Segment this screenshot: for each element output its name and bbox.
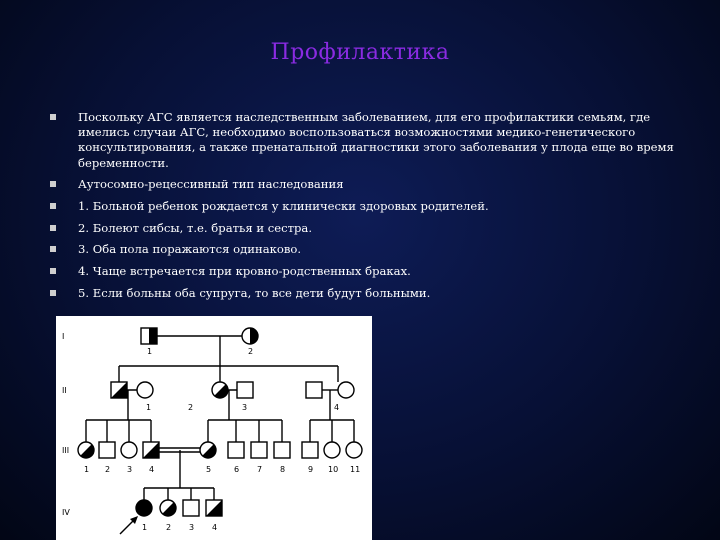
bullet-text: 3. Оба пола поражаются одинаково. [78,242,302,257]
individual-I-1 [141,328,157,344]
individual-II-6 [338,382,354,398]
individual-III-3 [121,442,137,458]
bullet-item [50,286,690,301]
individual-I-2 [242,328,258,344]
individual-III-5 [200,442,216,458]
individual-IV-4 [206,500,222,516]
bullet-text: 5. Если больны оба супруга, то все дети будут больными. [78,285,431,300]
individual-number: 3 [189,523,195,532]
individual-number: 2 [248,347,254,356]
individual-number: 2 [105,465,111,474]
bullet-item [50,177,690,192]
individual-number: 8 [280,465,286,474]
bullet-item [50,110,690,171]
pedigree-chart [56,316,372,540]
bullet-square-icon [50,225,56,231]
individual-number: 4 [212,523,218,532]
bullet-text: Аутосомно-рецессивный тип наследования [78,177,344,192]
bullet-text: Поскольку АГС является наследственным заболеванием, для его профилактики семьям, где имелись случаи АГС, необходимо воспользоваться возможностями медико-генетического консультирования, а также пренатальной диагностики этого заболевания у плода еще во время беременности. [78,110,674,170]
individual-III-2 [99,442,115,458]
individual-IV-2 [160,500,176,516]
generation-label: IV [62,508,70,517]
individual-III-6 [228,442,244,458]
individual-number: 1 [84,465,90,474]
bullet-square-icon [50,114,56,120]
individual-II-1 [111,382,127,398]
individual-number: 1 [147,347,153,356]
bullet-text: 1. Больной ребенок рождается у клинически здоровых родителей. [78,199,489,214]
individual-II-2 [137,382,153,398]
individual-number: 1 [142,523,148,532]
individual-III-11 [346,442,362,458]
individual-III-4 [143,442,159,458]
individual-number: 4 [334,403,340,412]
individual-number: 5 [206,465,212,474]
individual-IV-3 [183,500,199,516]
individual-number: 10 [328,465,339,474]
individual-number: 3 [242,403,248,412]
individual-number: 2 [166,523,172,532]
bullet-square-icon [50,246,56,252]
individual-II-3 [212,382,228,398]
individual-II-4 [237,382,253,398]
generation-label: II [62,386,67,395]
slide-title: Профилактика [270,40,450,65]
generation-label: III [62,446,70,455]
pedigree-svg [56,316,372,540]
bullet-square-icon [50,268,56,274]
bullet-square-icon [50,181,56,187]
bullet-list [50,110,690,308]
bullet-item [50,199,690,214]
bullet-item [50,264,690,279]
individual-III-9 [302,442,318,458]
bullet-square-icon [50,203,56,209]
generation-label: I [62,332,65,341]
individual-III-1 [78,442,94,458]
bullet-square-icon [50,290,56,296]
individual-III-10 [324,442,340,458]
bullet-text: 4. Чаще встречается при кровно-родственных браках. [78,264,411,279]
bullet-item [50,221,690,236]
individual-III-8 [274,442,290,458]
individual-number: 7 [257,465,263,474]
individual-number: 11 [350,465,361,474]
individual-II-5 [306,382,322,398]
individual-number: 4 [149,465,155,474]
individual-number: 3 [127,465,133,474]
bullet-text: 2. Болеют сибсы, т.е. братья и сестра. [78,220,313,235]
individual-IV-1-proband [136,500,152,516]
individual-number: 9 [308,465,314,474]
bullet-item [50,242,690,257]
individual-number: 1 [146,403,152,412]
individual-III-7 [251,442,267,458]
individual-number: 2 [188,403,194,412]
individual-number: 6 [234,465,240,474]
